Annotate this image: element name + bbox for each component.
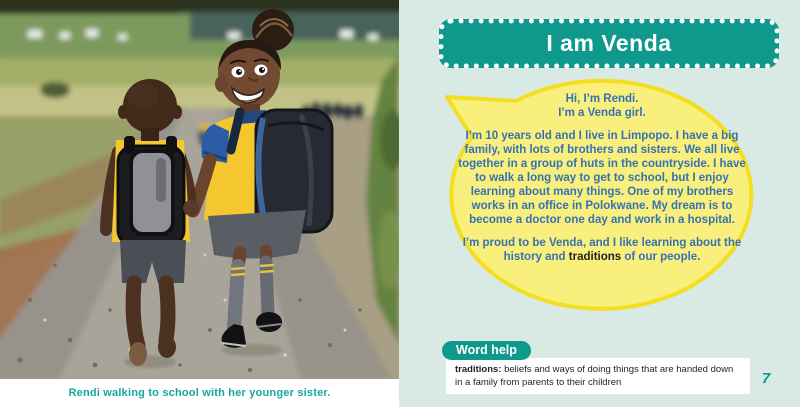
bare-foot	[129, 342, 147, 366]
page-number: 7	[761, 370, 771, 387]
photo-caption: Rendi walking to school with her younger sister.	[68, 387, 331, 399]
word-help-definition: beliefs and ways of doing things that are handed down in a family from parents to their children	[455, 364, 734, 389]
ear	[215, 76, 227, 92]
word-help-badge: Word help	[442, 341, 531, 360]
knee-sock	[266, 262, 268, 314]
content-panel	[399, 0, 800, 407]
bubble-intro: Hi, I’m Rendi. I’m a Venda girl.	[558, 93, 646, 120]
clasped-hands	[183, 200, 199, 216]
speech-bubble-text	[456, 92, 748, 264]
bubble-closing: I’m proud to be Venda, and I like learning about the history and traditions of our people.	[462, 237, 742, 264]
bubble-body: I’m 10 years old and I live in Limpopo. I have a big family, with lots of brothers and sisters. We all live together in a group of huts in the countryside. I have to walk a long way to get to school, but I enjoy learning about many things. One of my brothers works in an office in Polokwane. My dream is to become a doctor one day and work in a hospital.	[458, 130, 746, 227]
bare-foot	[158, 336, 176, 358]
grey-skirt	[208, 210, 306, 259]
word-help-box	[446, 358, 750, 394]
highlighted-word: traditions	[568, 251, 622, 264]
caption-band	[0, 379, 399, 407]
illustration-panel	[0, 0, 399, 407]
shoe	[256, 312, 282, 332]
word-help-term: traditions:	[455, 364, 502, 375]
walking-to-school-illustration	[0, 0, 399, 379]
page-title: I am Venda	[546, 30, 672, 56]
